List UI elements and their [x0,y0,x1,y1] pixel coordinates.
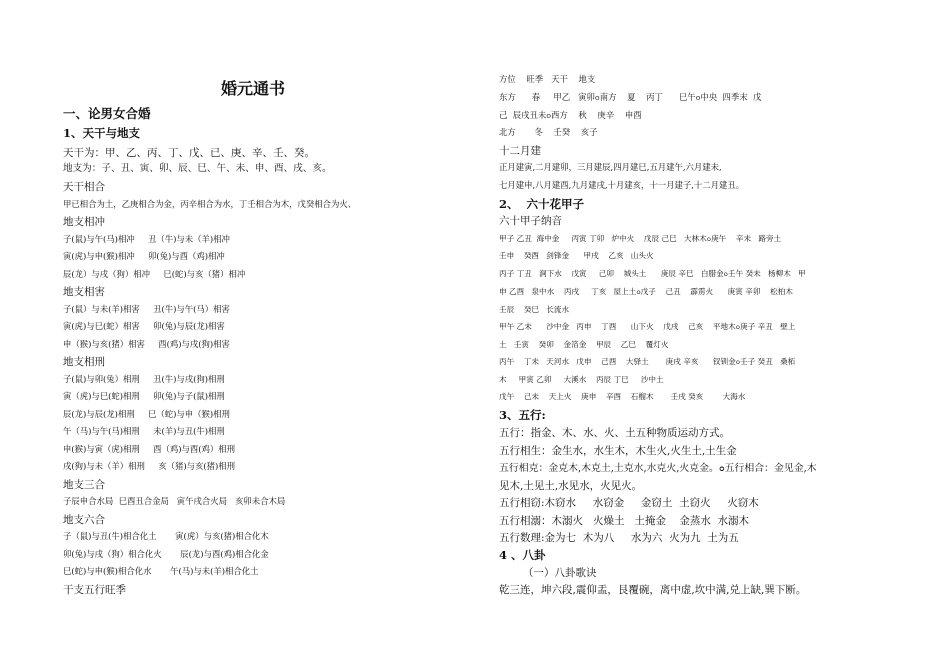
wuxing-line: 五行相溺：木溺火 火燥土 土掩金 金蒸水 水溺木 [499,515,750,527]
chong-line: 寅(虎)与申(猴)相冲 卯(兔)与酉（鸡)相冲 [63,251,225,261]
wangji-line: 北方 冬 壬癸 亥子 [499,127,598,137]
xing-line: 寅（虎)与巳(蛇)相刑 卯(兔)与子(鼠)相刑 [63,391,225,401]
section-heading-marriage: 一、论男女合婚 [63,106,151,121]
liuhe-line: 巳(蛇)与申(猴)相合化水 午(马)与未(羊)相合化土 [63,566,259,576]
nayin-line: 土 壬寅 癸卯 金箔金 甲辰 乙巳 覆灯火 [499,340,669,349]
chong-heading: 地支相冲 [63,216,105,228]
nayin-line: 丙午 丁未 天河水 戊申 己酉 大驿土 庚戌 辛亥 钗钏金ߋ壬子 癸丑 桑柘 [499,357,796,366]
wuxing-line: 五行相克：金克木,木克土,土克水,水克火,火克金。ߋ五行相合：金见金,木 [499,463,817,474]
tiangan-line: 天干为：甲、乙、丙、丁、戊、已、庚、辛、壬、癸。 [63,147,315,159]
xing-line: 辰(龙)与辰(龙)相刑 巳（蛇)与申（猴)相刑 [63,409,230,419]
liuhe-line: 卯(兔)与戌（狗）相合化火 辰(龙)与酉(鸡)相合化金 [63,549,269,559]
liuhe-line: 子（鼠)与丑(牛)相合化土 寅(虎）与亥(猪)相合化木 [63,531,269,541]
wuxing-line: 见木,土见土,水见水，火见火。 [499,480,643,492]
xing-line: 子(鼠)与卯(兔）相刑 丑(牛)与戌(狗)相刑 [63,374,225,384]
nayin-line: 甲午 乙未 沙中金 丙申 丁酉 山下火 戊戌 己亥 平地木ߋ庚子 辛丑 壁上 [499,322,796,331]
bagua-verse: 乾三连，坤六段,震仰盂，艮覆碗，离中虚,坎中满,兑上缺,巽下断。 [499,584,807,596]
subsection-heading-sixty-jiazi: 2、 六十花甲子 [499,197,585,211]
xing-line: 午（马)与午(马)相刑 未(羊)与丑(牛)相刑 [63,426,225,436]
chong-line: 子(鼠)与午(马)相冲 丑（牛)与未（羊)相冲 [63,234,230,244]
nayin-line: 木 甲寅 乙卯 大溪水 丙辰 丁巳 沙中土 [499,375,664,384]
hai-line: 寅(虎)与巳(蛇）相害 卯(兔)与辰(龙)相害 [63,321,225,331]
yue-line: 七月建申,八月建酉,九月建戌,十月建亥，十一月建子,十二月建丑。 [499,180,745,190]
hai-line: 子(鼠）与未(羊)相害 丑(牛)与午(马）相害 [63,304,230,314]
nayin-line: 壬申 癸酉 剑锋金 甲戌 乙亥 山头火 [499,251,654,260]
wangji-heading: 干支五行旺季 [63,584,126,596]
liuhe-heading: 地支六合 [63,514,105,526]
xing-line: 申(猴)与寅（虎)相刑 酉（鸡)与酉(鸡）相刑 [63,444,236,454]
wangji-line: 己 辰戌丑未ߋ西方 秋 庚辛 申酉 [499,110,642,120]
yue-heading: 十二月建 [499,145,541,157]
nayin-line: 申 乙酉 泉中水 丙戌 丁亥 屋上土ߋ戊子 己丑 霹雳火 庚寅 辛卯 松柏木 [499,287,793,296]
document-title: 婚元通书 [221,79,286,98]
wangji-line: 东方 春 甲乙 寅卯ߋ南方 夏 丙丁 巳午ߋ中央 四季末 戊 [499,92,762,102]
wuxing-line: 五行数理:金为七 木为八 水为六 火为九 土为五 [499,532,739,544]
wuxing-line: 五行：指金、木、水、火、土五种物质运动方式。 [499,427,730,439]
subsection-heading-wuxing: 3、五行: [499,408,546,422]
nayin-heading: 六十甲子纳音 [499,215,562,227]
tiangan-xianghe-text: 甲已相合为土，乙庚相合为金，丙辛相合为水，丁壬相合为木，戊癸相合为火、 [63,199,357,209]
hai-line: 申（猴)与亥(猪）相害 酉(鸡)与戌(狗)相害 [63,339,230,349]
xing-line: 戌(狗)与未（羊）相刑 亥（猪)与亥(猪)相刑 [63,461,236,471]
dizhi-line: 地支为：子、丑、寅、卯、辰、巳、午、未、申、酉、戌、亥。 [63,163,332,174]
bagua-heading: （一）八卦歌诀 [523,567,597,579]
wangji-line: 方位 旺季 天干 地支 [499,74,596,84]
nayin-line: 壬辰 癸巳 长流水 [499,305,570,314]
nayin-line: 甲子 乙丑 海中金 丙寅 丁卯 炉中火 戊辰 己巳 大林木ߋ庚午 辛未 路旁土 [499,234,782,243]
subsection-heading-stems-branches: 1、天干与地支 [63,126,141,140]
tiangan-xianghe-heading: 天干相合 [63,181,105,193]
sanhe-line: 子辰申合水局 巳酉丑合金局 寅午戌合火局 亥卯未合木局 [63,496,286,506]
sanhe-heading: 地支三合 [63,479,105,491]
hai-heading: 地支相害 [63,286,105,298]
nayin-line: 丙子 丁丑 涧下水 戊寅 己卯 城头土 庚辰 辛巳 白腊金ߋ壬午 癸未 杨柳木 甲 [499,269,806,278]
chong-line: 辰(龙）与戌（狗）相冲 巳(蛇)与亥（猪）相冲 [63,269,246,279]
yue-line: 正月建寅,二月建卯，三月建辰,四月建巳,五月建午,六月建未, [499,162,722,172]
wuxing-line: 五行相生：金生水，水生木，木生火,火生土,土生金 [499,445,737,457]
subsection-heading-bagua: 4 、八卦 [499,548,546,562]
wuxing-line: 五行相窃:木窃水 水窃金 金窃土 土窃火 火窃木 [499,497,759,509]
nayin-line: 戊午 己未 天上火 庚申 辛酉 石榴木 壬戌 癸亥 大海水 [499,392,746,401]
xing-heading: 地支相刑 [63,356,105,368]
